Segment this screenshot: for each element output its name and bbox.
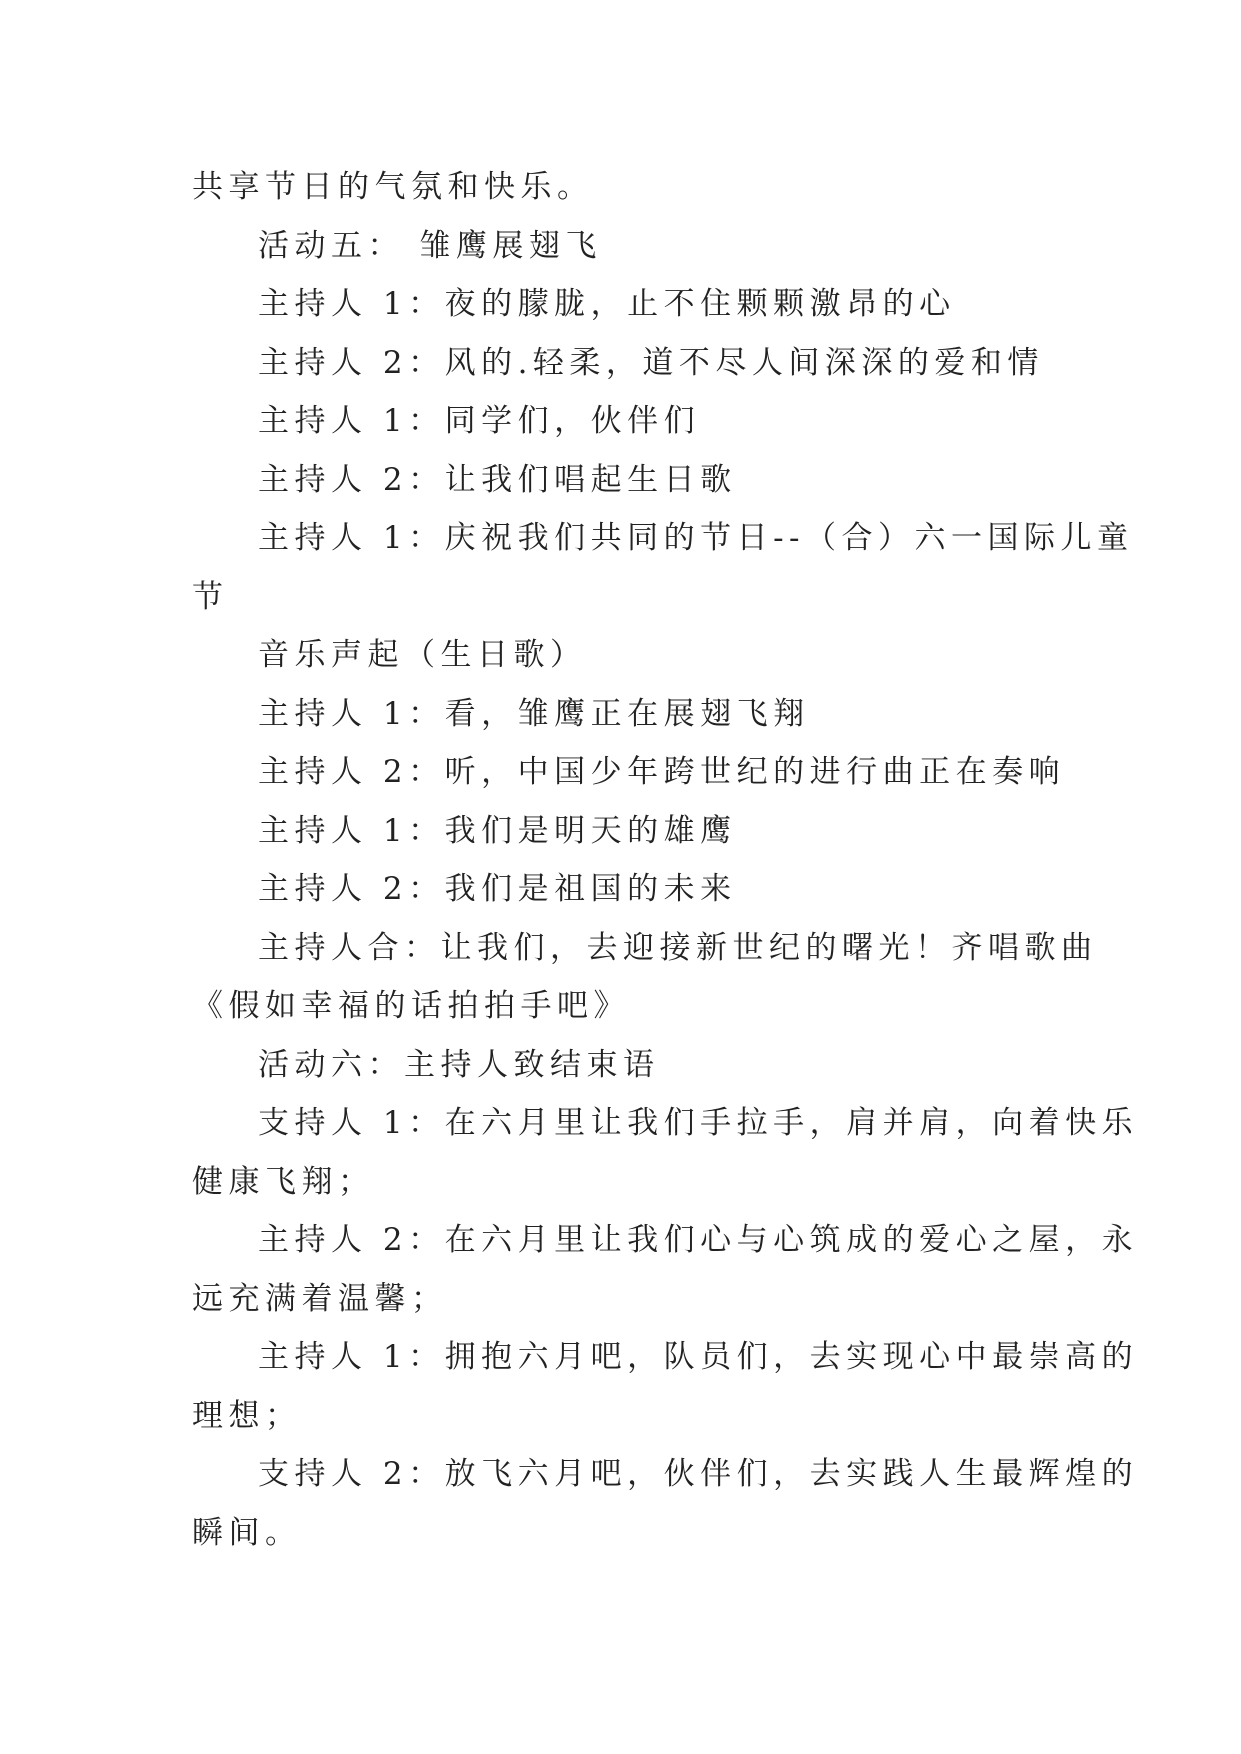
paragraph-line: 主持人 2：在六月里让我们心与心筑成的爱心之屋，永 bbox=[258, 1222, 1139, 1258]
text-line-host1-tomorrow: 主持人 1：我们是明天的雄鹰 bbox=[258, 812, 737, 849]
text-line-host2-march: 主持人 2：听，中国少年跨世纪的进行曲正在奏响 bbox=[258, 754, 1066, 790]
paragraph-line: 主持人 1：庆祝我们共同的节日--（合）六一国际儿童 bbox=[258, 520, 1134, 556]
paragraph-line: 支持人 1：在六月里让我们手拉手，肩并肩，向着快乐 bbox=[258, 1105, 1139, 1141]
paragraph-line: 节 bbox=[192, 578, 229, 615]
text-line-music-starts: 音乐声起（生日歌） bbox=[258, 637, 587, 673]
paragraph-line: 主持人 1：拥抱六月吧，队员们，去实现心中最崇高的 bbox=[258, 1339, 1139, 1375]
paragraph-closing-4 bbox=[192, 1445, 1139, 1562]
heading-activity-six: 活动六：主持人致结束语 bbox=[258, 1046, 660, 1083]
paragraph-line: 主持人合：让我们，去迎接新世纪的曙光！齐唱歌曲 bbox=[258, 929, 1098, 966]
document-body bbox=[192, 158, 1139, 1562]
paragraph-closing-2 bbox=[192, 1211, 1139, 1328]
text-line-host1-eagles: 主持人 1：看，雏鹰正在展翅飞翔 bbox=[258, 695, 810, 732]
paragraph-line: 支持人 2：放飞六月吧，伙伴们，去实践人生最辉煌的 bbox=[258, 1456, 1139, 1492]
paragraph-closing-1 bbox=[192, 1094, 1139, 1211]
heading-activity-five: 活动五： 雏鹰展翅飞 bbox=[258, 227, 602, 264]
paragraph-hosts-together bbox=[192, 919, 1098, 1036]
text-line-host1-classmates: 主持人 1：同学们，伙伴们 bbox=[258, 403, 701, 439]
paragraph-line: 《假如幸福的话拍拍手吧》 bbox=[192, 988, 630, 1024]
paragraph-celebrate-childrens-day bbox=[192, 509, 1134, 626]
text-line-host1-night: 主持人 1：夜的朦胧，止不住颗颗激昂的心 bbox=[258, 286, 956, 322]
paragraph-line: 瞬间。 bbox=[192, 1514, 302, 1551]
text-line-host2-birthday-song: 主持人 2：让我们唱起生日歌 bbox=[258, 461, 737, 498]
text-line-shared-joy: 共享节日的气氛和快乐。 bbox=[192, 169, 594, 205]
paragraph-line: 健康飞翔； bbox=[192, 1163, 375, 1200]
text-line-host2-wind: 主持人 2：风的.轻柔，道不尽人间深深的爱和情 bbox=[258, 344, 1044, 381]
text-line-host2-future: 主持人 2：我们是祖国的未来 bbox=[258, 871, 737, 907]
paragraph-line: 远充满着温馨； bbox=[192, 1280, 448, 1317]
paragraph-line: 理想； bbox=[192, 1397, 302, 1434]
paragraph-closing-3 bbox=[192, 1328, 1139, 1445]
